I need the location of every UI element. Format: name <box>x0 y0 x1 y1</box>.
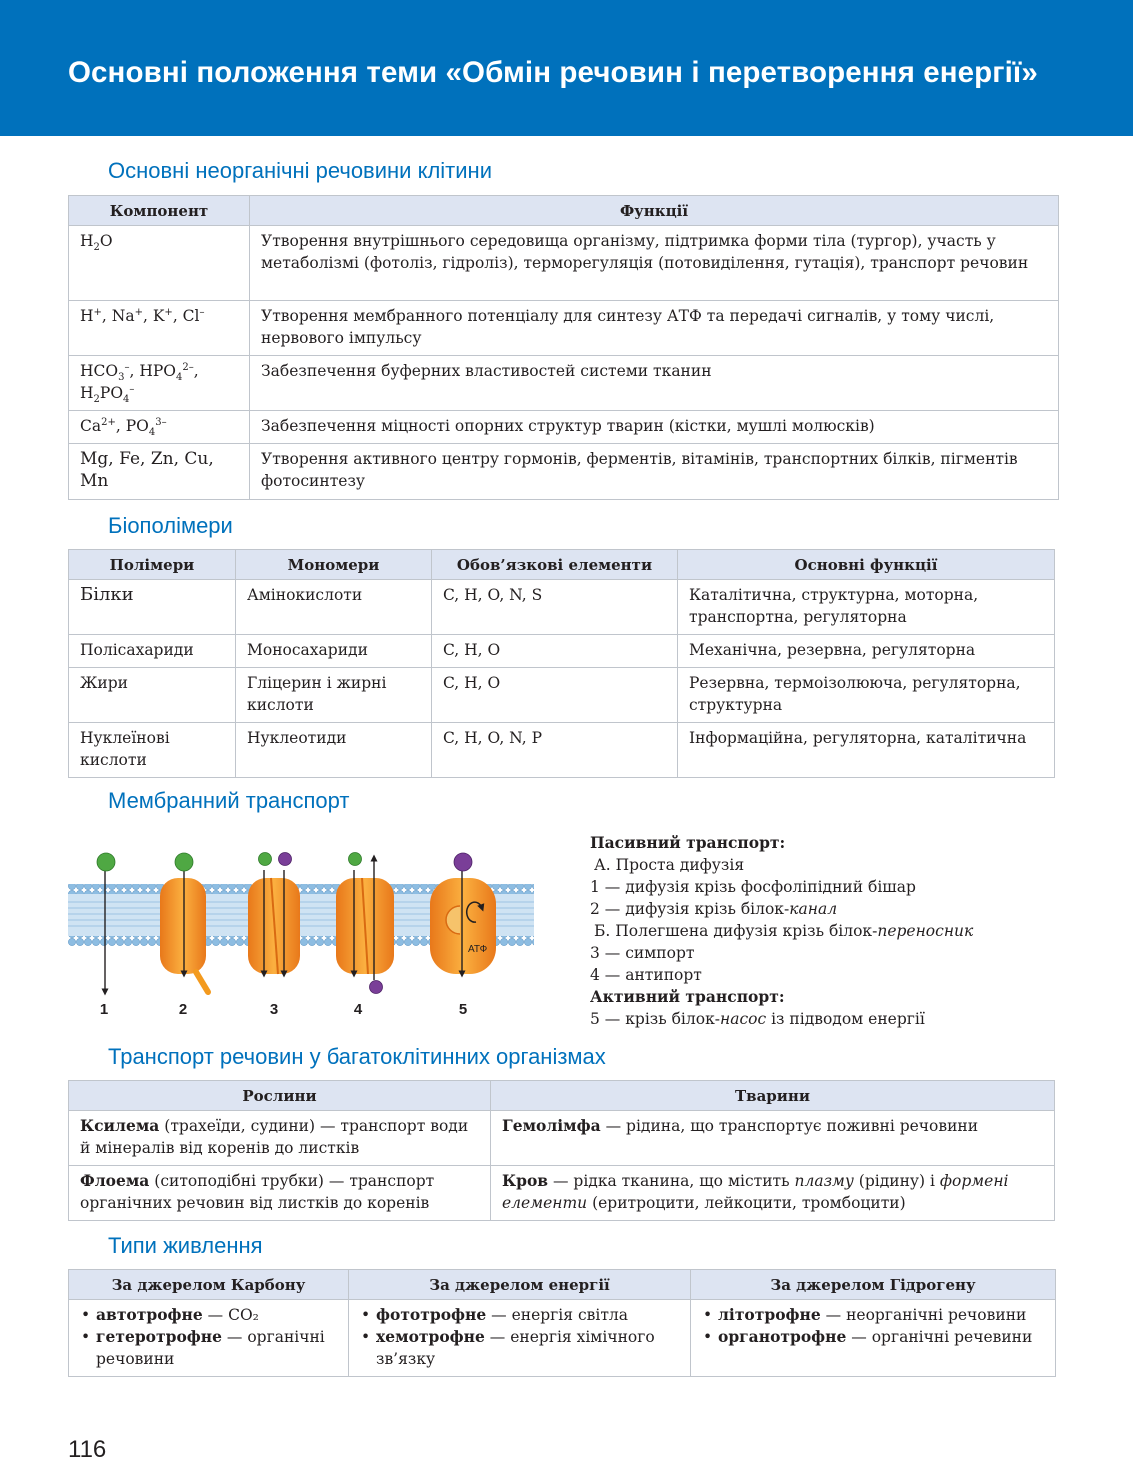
term-italic: плазму <box>794 1172 854 1190</box>
component-cell: Mg, Fe, Zn, Cu, Mn <box>69 444 250 500</box>
animals-cell <box>491 1166 1055 1221</box>
term: літотрофне <box>718 1305 821 1324</box>
section-title-nutrition: Типи живлення <box>108 1233 263 1258</box>
table-row <box>69 1166 1055 1221</box>
atp-label: АТФ <box>468 944 488 955</box>
table-row <box>69 580 1055 635</box>
monomer-cell: Амінокислоти <box>236 580 432 635</box>
function-cell: Утворення внутрішнього середовища організму, підтримка форми тіла (тургор), участь у метаболізмі (фотоліз, гідроліз), терморегуляція (потовиділення, гутація), транспорт речовин <box>250 226 1059 301</box>
elements-cell: C, H, O, N, S <box>432 580 678 635</box>
table-header-row <box>69 196 1059 226</box>
column-header: Тварини <box>491 1081 1055 1111</box>
elements-cell: C, H, O <box>432 635 678 668</box>
monomer-cell: Гліцерин і жирні кислоти <box>236 668 432 723</box>
term: фототрофне <box>376 1305 487 1324</box>
legend-item-b <box>590 920 973 942</box>
elements-cell: C, H, O <box>432 668 678 723</box>
text: — енергія світла <box>486 1306 628 1324</box>
text: — органічні речевини <box>846 1328 1033 1346</box>
elements-cell: C, H, O, N, P <box>432 723 678 778</box>
text: — енергія хімічного зв’язку <box>376 1328 655 1368</box>
symport-protein <box>248 878 300 974</box>
term: хемотрофне <box>376 1327 485 1346</box>
biopolymers-table <box>68 549 1055 778</box>
text: — CO₂ <box>202 1306 259 1324</box>
transport-table <box>68 1080 1055 1221</box>
functions-cell: Інформаційна, регуляторна, каталітична <box>678 723 1055 778</box>
text: — органічні речовини <box>96 1328 325 1368</box>
column-header: Основні функції <box>678 550 1055 580</box>
legend-text: 5 — крізь білок- <box>590 1010 720 1028</box>
column-header: Обов’язкові елементи <box>432 550 678 580</box>
legend-text: Б. Полегшена дифузія крізь білок- <box>594 922 878 940</box>
page-number: 116 <box>68 1436 107 1463</box>
nutrition-table <box>68 1269 1056 1377</box>
list-item <box>79 1326 336 1370</box>
polymer-cell: Білки <box>69 580 236 635</box>
component-cell: $HCO_3^-$, $HPO_4^{2-}$, $H_2PO_4^-$ <box>69 356 250 411</box>
function-cell: Забезпечення міцності опорних структур тварин (кістки, мушлі молюсків) <box>250 411 1059 444</box>
legend-active-title: Активний транспорт: <box>590 987 785 1006</box>
text: — рідина, що транспортує поживні речовини <box>600 1117 979 1135</box>
column-header: За джерелом енергії <box>349 1270 691 1300</box>
table-header-row <box>69 1270 1056 1300</box>
table-row <box>69 356 1059 411</box>
monomer-cell: Моносахариди <box>236 635 432 668</box>
page-title: Основні положення теми «Обмін речовин і перетворення енергії» <box>68 56 1038 89</box>
molecule-green <box>349 853 362 866</box>
section-title-biopolymers: Біополімери <box>108 513 233 538</box>
inorganic-table <box>68 195 1059 500</box>
term-italic: формені елементи <box>502 1172 1009 1212</box>
functions-cell: Резервна, термоізолююча, регуляторна, структурна <box>678 668 1055 723</box>
legend-term: насос <box>720 1010 767 1028</box>
polymer-cell: Жири <box>69 668 236 723</box>
hydrogen-cell <box>691 1300 1056 1377</box>
list-item <box>79 1304 336 1326</box>
table-row <box>69 1300 1056 1377</box>
column-header: Полімери <box>69 550 236 580</box>
list-item <box>359 1326 678 1370</box>
term: Кров <box>502 1171 549 1190</box>
text: (еритроцити, лейкоцити, тромбоцити) <box>587 1194 906 1212</box>
legend-term: канал <box>789 900 838 918</box>
plants-cell <box>69 1111 491 1166</box>
list-item <box>701 1326 1043 1348</box>
list-item <box>359 1304 678 1326</box>
function-cell: Забезпечення буферних властивостей системи тканин <box>250 356 1059 411</box>
molecule-green <box>175 853 193 871</box>
legend-item-3: 3 — симпорт <box>590 944 695 962</box>
table-row <box>69 1111 1055 1166</box>
legend-term: переносник <box>877 922 974 940</box>
term: органотрофне <box>718 1327 847 1346</box>
table-row <box>69 635 1055 668</box>
term: Флоема <box>80 1171 150 1190</box>
table-row <box>69 226 1059 301</box>
legend-passive-title: Пасивний транспорт: <box>590 833 786 852</box>
polymer-cell: Нуклеїнові кислоти <box>69 723 236 778</box>
column-header: За джерелом Гідрогену <box>691 1270 1056 1300</box>
list-item <box>701 1304 1043 1326</box>
term: гетеротрофне <box>96 1327 222 1346</box>
molecule-purple <box>370 981 383 994</box>
component-cell: $Ca^{2+}$, $PO_4^{3-}$ <box>69 411 250 444</box>
column-header: Компонент <box>69 196 250 226</box>
column-header: За джерелом Карбону <box>69 1270 349 1300</box>
table-row <box>69 723 1055 778</box>
title-banner <box>0 0 1133 136</box>
molecule-green <box>97 853 115 871</box>
table-header-row <box>69 550 1055 580</box>
molecule-purple <box>279 853 292 866</box>
legend-item-4: 4 — антипорт <box>590 966 702 984</box>
text: (рідину) і <box>853 1172 940 1190</box>
component-cell: H+, Na+, K+, Cl– <box>69 301 250 356</box>
section-title-inorganic: Основні неорганічні речовини клітини <box>108 158 492 183</box>
diagram-label-2: 2 <box>178 1001 188 1018</box>
animals-cell <box>491 1111 1055 1166</box>
legend-item-2 <box>590 898 973 920</box>
functions-cell: Механічна, резервна, регуляторна <box>678 635 1055 668</box>
monomer-cell: Нуклеотиди <box>236 723 432 778</box>
table-row <box>69 444 1059 500</box>
table-row <box>69 301 1059 356</box>
carbon-cell <box>69 1300 349 1377</box>
table-row <box>69 668 1055 723</box>
function-cell: Утворення активного центру гормонів, ферментів, вітамінів, транспортних білків, пігментів фотосинтезу <box>250 444 1059 500</box>
table-header-row <box>69 1081 1055 1111</box>
diagram-label-4: 4 <box>353 1001 363 1018</box>
antiport-protein <box>336 878 394 974</box>
legend-text: 2 — дифузія крізь білок- <box>590 900 790 918</box>
component-cell: $H_2O$ <box>69 226 250 301</box>
text: — рідка тканина, що містить <box>548 1172 795 1190</box>
energy-cell <box>349 1300 691 1377</box>
section-title-transport: Транспорт речовин у багатоклітинних організмах <box>108 1044 606 1069</box>
term: автотрофне <box>96 1305 203 1324</box>
term: Гемолімфа <box>502 1116 601 1135</box>
term: Ксилема <box>80 1116 160 1135</box>
function-cell: Утворення мембранного потенціалу для синтезу АТФ та передачі сигналів, у тому числі, нервового імпульсу <box>250 301 1059 356</box>
membrane-transport-diagram <box>68 842 538 1022</box>
legend-item-a: А. Проста дифузія <box>594 856 745 874</box>
section-title-membrane: Мембранний транспорт <box>108 788 350 813</box>
functions-cell: Каталітична, структурна, моторна, транспортна, регуляторна <box>678 580 1055 635</box>
column-header: Функції <box>250 196 1059 226</box>
membrane-legend <box>590 832 973 1030</box>
legend-item-5 <box>590 1008 973 1030</box>
molecule-green <box>259 853 272 866</box>
diagram-label-3: 3 <box>269 1001 279 1018</box>
diagram-label-1: 1 <box>99 1001 109 1018</box>
polymer-cell: Полісахариди <box>69 635 236 668</box>
column-header: Рослини <box>69 1081 491 1111</box>
pump-protein <box>430 878 496 974</box>
diagram-label-5: 5 <box>458 1001 468 1018</box>
legend-item-1: 1 — дифузія крізь фосфоліпідний бішар <box>590 878 916 896</box>
molecule-purple <box>454 853 472 871</box>
legend-text: із підводом енергії <box>766 1010 925 1028</box>
plants-cell <box>69 1166 491 1221</box>
text: (ситоподібні трубки) — транспорт органічних речовин від листків до коренів <box>80 1172 435 1212</box>
text: (трахеїди, судини) — транспорт води й мінералів від коренів до листків <box>80 1117 469 1157</box>
column-header: Мономери <box>236 550 432 580</box>
text: — неорганічні речовини <box>820 1306 1027 1324</box>
table-row <box>69 411 1059 444</box>
